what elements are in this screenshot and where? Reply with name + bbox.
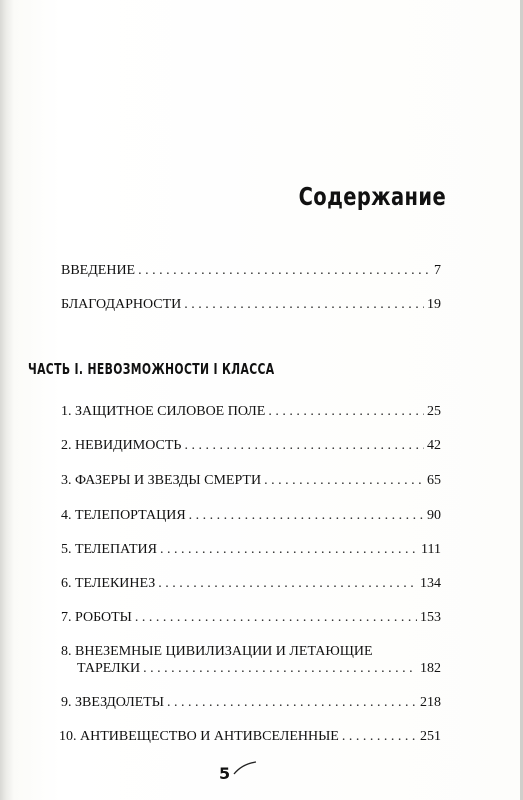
- toc-entry-page: 182: [420, 661, 441, 676]
- toc-entry-chapter-7: [61, 609, 441, 626]
- toc-entry-chapter-3: [61, 472, 441, 489]
- leader-dots: [135, 609, 417, 626]
- toc-entry-label: 4. ТЕЛЕПОРТАЦИЯ: [61, 508, 186, 523]
- leader-dots: [138, 262, 431, 279]
- toc-entry-page: 134: [420, 576, 441, 591]
- toc-entry-chapter-9: [61, 694, 441, 711]
- toc-entry-label: ТАРЕЛКИ: [77, 661, 141, 676]
- toc-entry-page: 42: [427, 438, 441, 453]
- toc-entry-label: ВВЕДЕНИЕ: [61, 263, 136, 278]
- toc-entry-chapter-5: [61, 541, 441, 558]
- toc-entry-label: 5. ТЕЛЕПАТИЯ: [61, 542, 157, 557]
- toc-entry-label: 10. АНТИВЕЩЕСТВО И АНТИВСЕЛЕННЫЕ: [59, 729, 339, 744]
- toc-entry-chapter-8: [77, 660, 441, 677]
- toc-entry-page: 218: [420, 695, 441, 710]
- toc-entry-label: БЛАГОДАРНОСТИ: [61, 297, 182, 312]
- toc-entry-label: 3. ФАЗЕРЫ И ЗВЕЗДЫ СМЕРТИ: [61, 473, 262, 488]
- toc-entry-chapter-6: [61, 575, 441, 592]
- leader-dots: [167, 694, 417, 711]
- toc-entry-acknowledgements: [61, 296, 441, 313]
- leader-dots: [143, 660, 417, 677]
- toc-entry-label: 6. ТЕЛЕКИНЕЗ: [61, 576, 156, 591]
- page-number: 5: [219, 764, 231, 783]
- leader-dots: [342, 728, 417, 745]
- toc-entry-chapter-2: [61, 437, 441, 454]
- leader-dots: [264, 472, 424, 489]
- toc-entry-chapter-10: [59, 728, 441, 745]
- toc-entry-page: 251: [420, 729, 441, 744]
- pen-mark-icon: [232, 760, 258, 778]
- toc-entry-introduction: [61, 262, 441, 279]
- toc-entry-chapter-4: [61, 507, 441, 524]
- toc-entry-label: 1. ЗАЩИТНОЕ СИЛОВОЕ ПОЛЕ: [61, 404, 266, 419]
- toc-entry-page: 111: [421, 542, 441, 557]
- leader-dots: [268, 403, 424, 420]
- leader-dots: [158, 575, 417, 592]
- leader-dots: [189, 507, 424, 524]
- toc-entry-label: 7. РОБОТЫ: [61, 610, 132, 625]
- toc-entry-page: 7: [434, 263, 441, 278]
- toc-entry-page: 25: [427, 404, 441, 419]
- leader-dots: [184, 296, 424, 313]
- toc-entry-page: 65: [427, 473, 441, 488]
- part-heading: ЧАСТЬ I. НЕВОЗМОЖНОСТИ I КЛАССА: [28, 360, 275, 378]
- toc-entry-page: 153: [420, 610, 441, 625]
- toc-entry-label: 9. ЗВЕЗДОЛЕТЫ: [61, 695, 165, 710]
- toc-entry-chapter-8-line1: 8. ВНЕЗЕМНЫЕ ЦИВИЛИЗАЦИИ И ЛЕТАЮЩИЕ: [61, 644, 373, 659]
- toc-entry-label: 2. НЕВИДИМОСТЬ: [61, 438, 182, 453]
- page-title: Содержание: [298, 182, 446, 211]
- toc-entry-page: 90: [427, 508, 441, 523]
- toc-entry-chapter-1: [61, 403, 441, 420]
- leader-dots: [160, 541, 418, 558]
- toc-entry-page: 19: [427, 297, 441, 312]
- leader-dots: [184, 437, 424, 454]
